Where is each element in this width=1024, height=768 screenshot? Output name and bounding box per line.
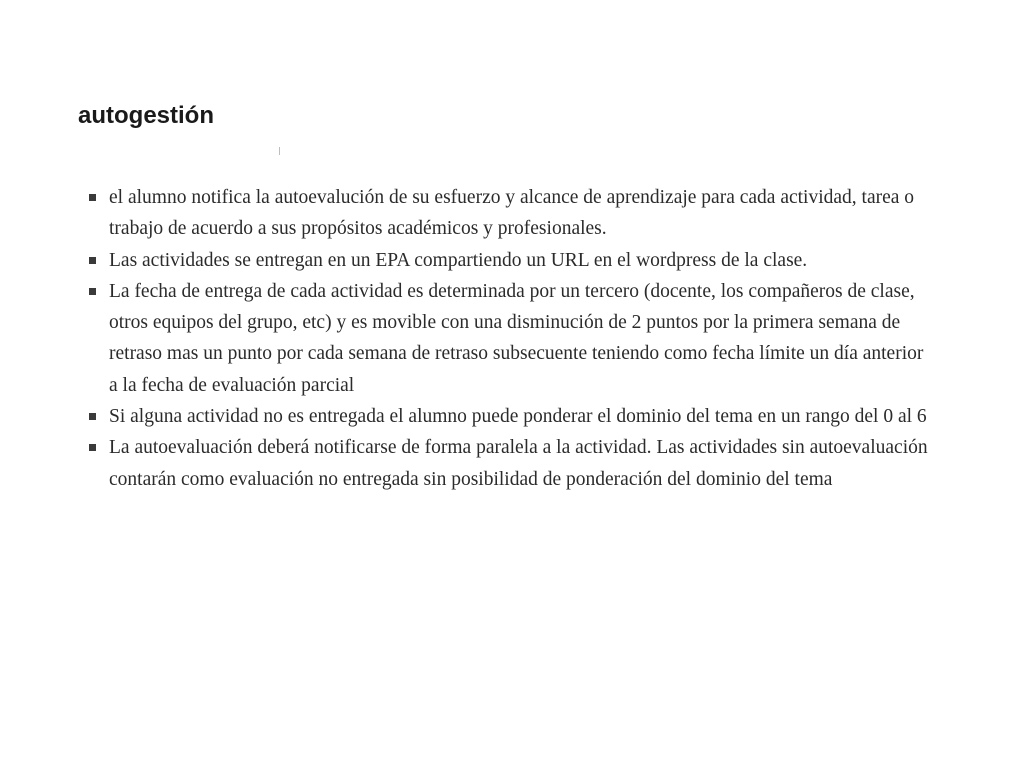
bullet-text: el alumno notifica la autoevalución de su esfuerzo y alcance de aprendizaje para cada actividad, tarea o trabajo de acuerdo a sus propósitos académicos y profesionales. — [109, 187, 915, 240]
bullet-item — [88, 245, 934, 276]
square-bullet-icon — [89, 194, 96, 201]
bullet-item — [88, 432, 934, 495]
bullet-text: Si alguna actividad no es entregada el alumno puede ponderar el dominio del tema en un rango del 0 al 6 — [109, 406, 927, 428]
square-bullet-icon — [89, 288, 96, 295]
slide-title: autogestión — [78, 102, 214, 129]
bullet-list — [88, 182, 934, 495]
bullet-item — [88, 182, 934, 245]
square-bullet-icon — [89, 413, 96, 420]
square-bullet-icon — [89, 257, 96, 264]
bullet-item — [88, 401, 934, 432]
square-bullet-icon — [89, 444, 96, 451]
bullet-text: La fecha de entrega de cada actividad es determinada por un tercero (docente, los compañeros de clase, otros equipos del grupo, etc) y es movible con una disminución de 2 puntos por la primera semana de retraso mas un punto por cada semana de retraso subsecuente teniendo como fecha límite un día anterior a la fecha de evaluación parcial — [109, 280, 924, 396]
bullet-text: La autoevaluación deberá notificarse de forma paralela a la actividad. Las actividades sin autoevaluación contarán como evaluación no entregada sin posibilidad de ponderación del dominio del tema — [109, 437, 928, 490]
bullet-item — [88, 276, 934, 401]
bullet-text: Las actividades se entregan en un EPA compartiendo un URL en el wordpress de la clase. — [109, 249, 808, 271]
stray-mark — [279, 147, 280, 155]
